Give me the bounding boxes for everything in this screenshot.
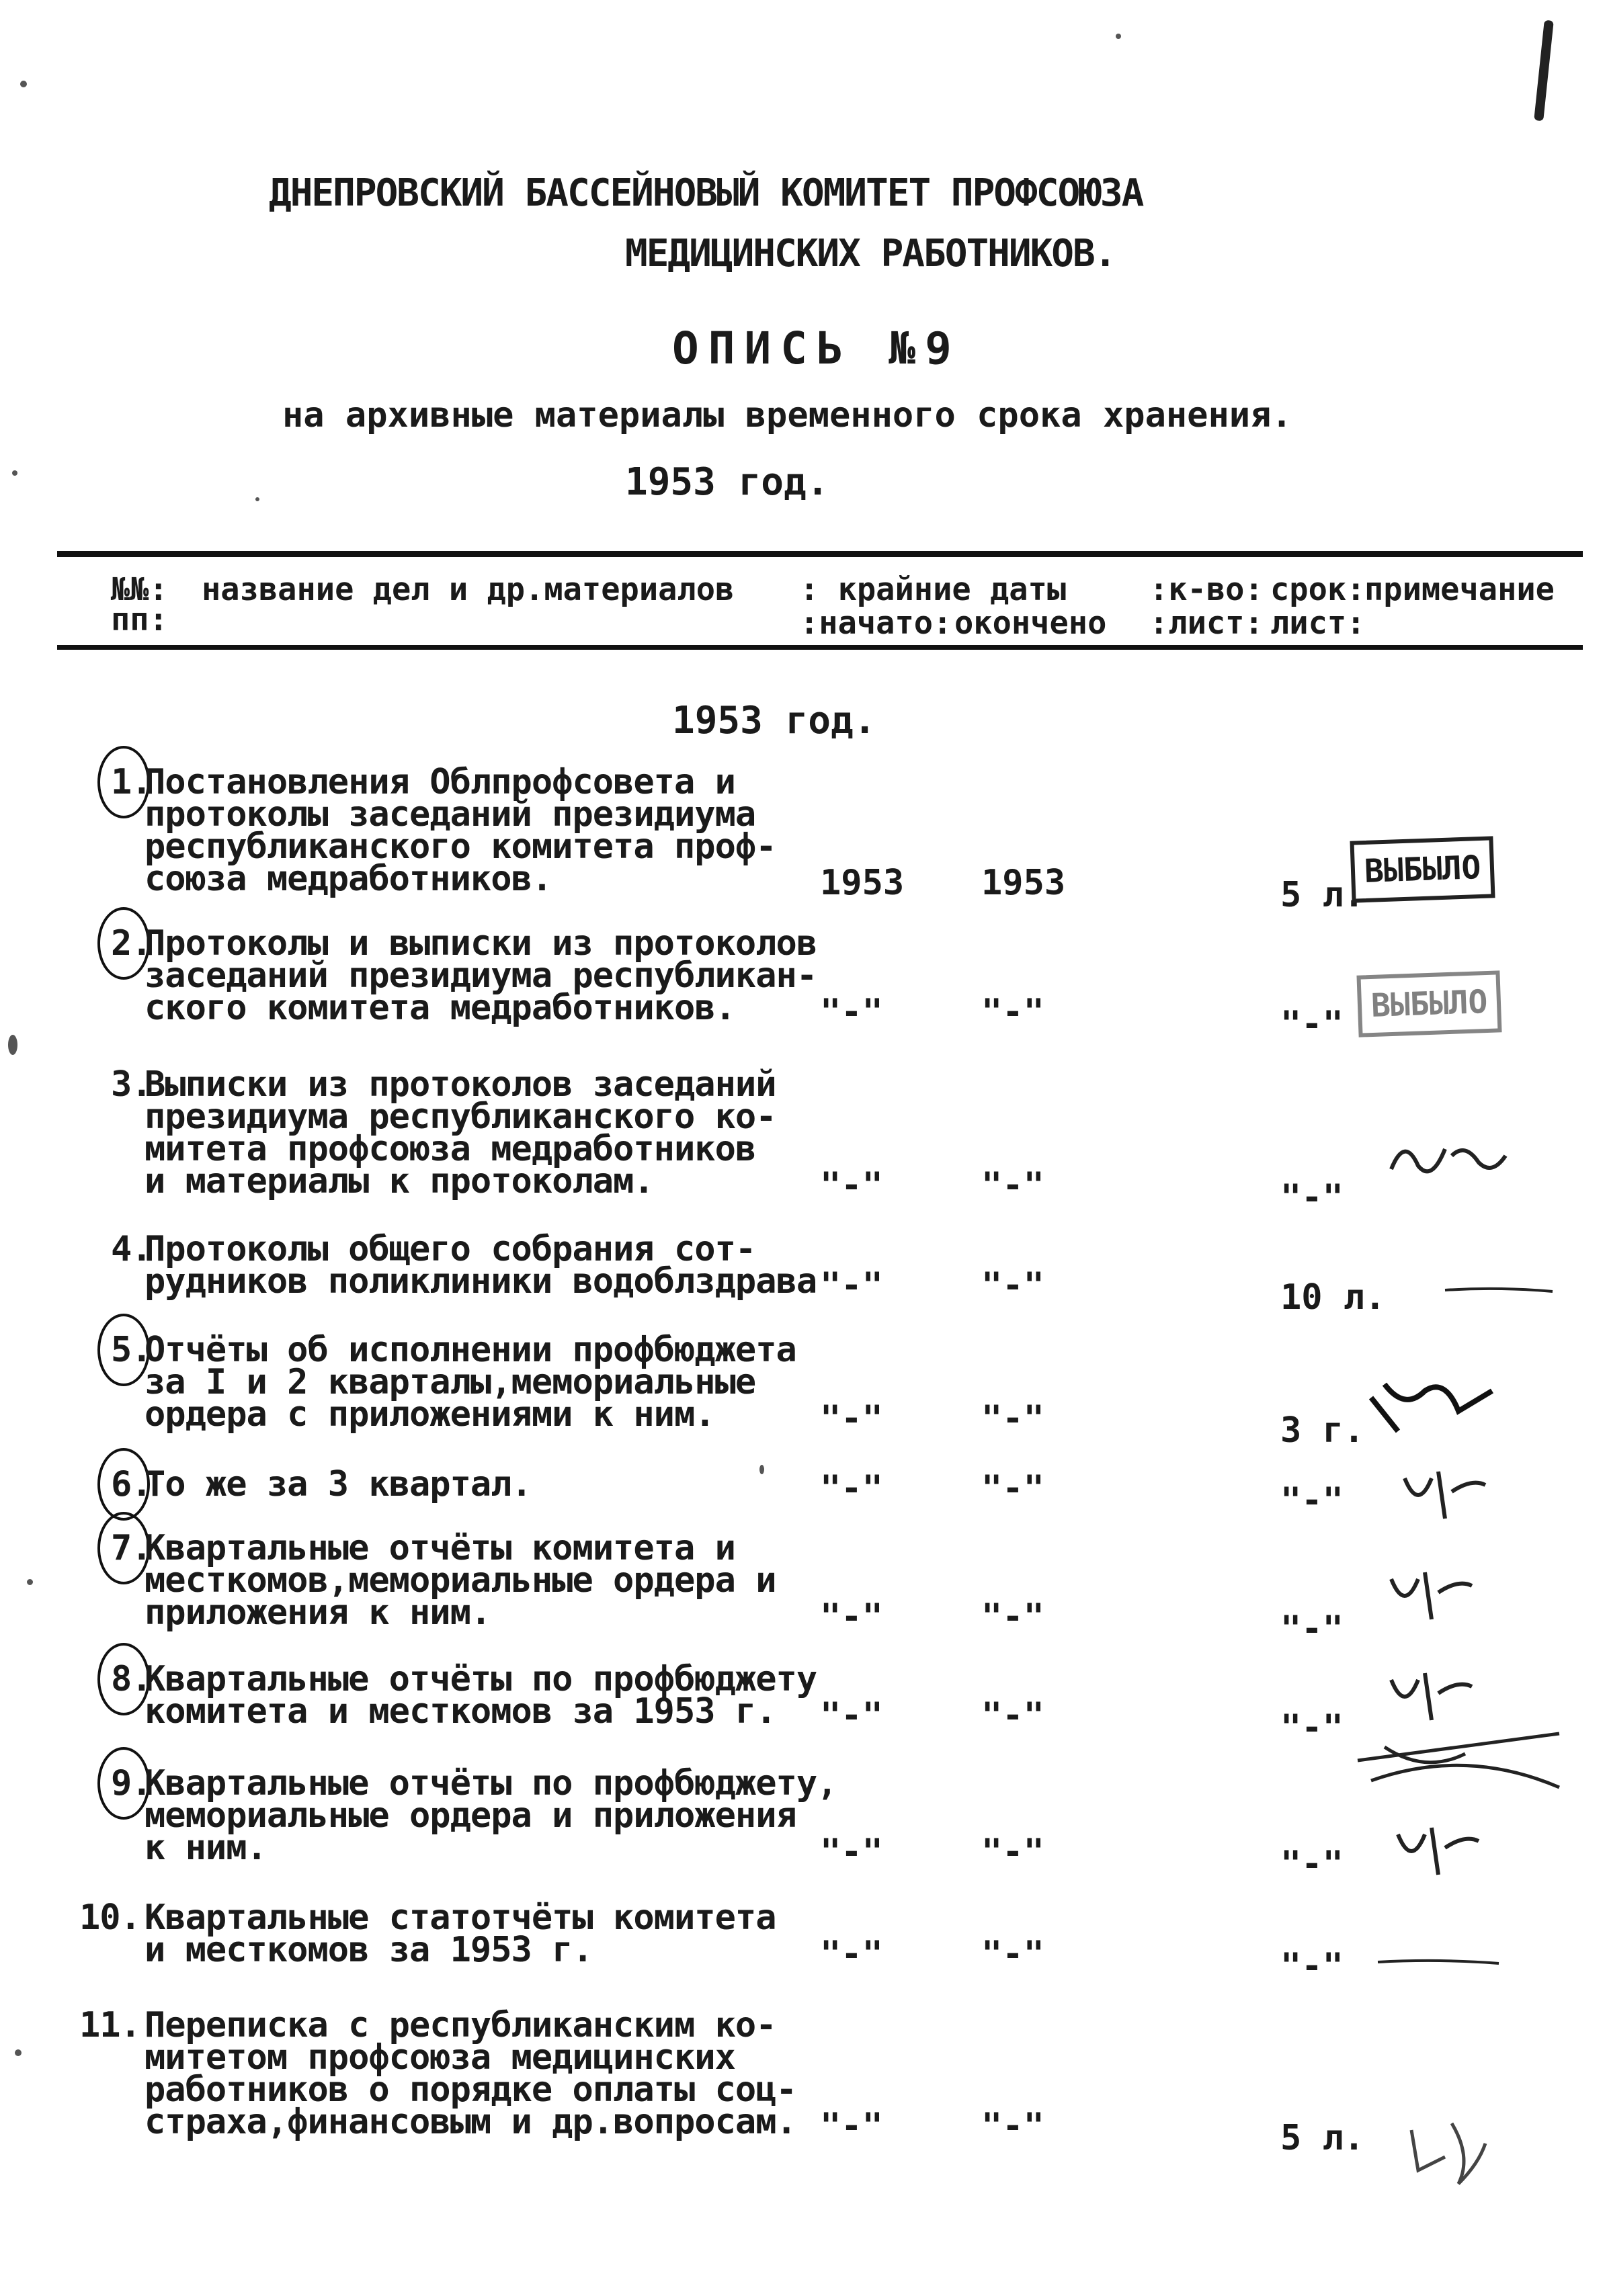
col-ended-header: окончено [954,605,1107,642]
entry-title-line: месткомов,мемориальные ордера и [145,1560,776,1601]
entry-number: 8. [111,1659,152,1699]
entry-end-date: "-" [981,1934,1044,1974]
entry-start-date: "-" [820,992,883,1032]
entry-sheet-count: 3 г. [1280,1410,1365,1451]
entry-title-line: митетом профсоюза медицинских [145,2037,735,2078]
entry-end-date: "-" [981,1597,1044,1637]
entry-end-date: "-" [981,1695,1044,1736]
entry-title-line: и месткомов за 1953 г. [145,1930,593,1970]
entry-sheet-count: "-" [1280,1177,1344,1218]
entry-number: 9. [111,1763,152,1803]
scan-speck [1116,34,1121,39]
entry-start-date: 1953 [820,863,905,903]
handwritten-mark [1398,1458,1492,1525]
entry-end-date: "-" [981,1468,1044,1508]
col-term-header: срок: [1270,571,1366,608]
document-subtitle: на архивные материалы временного срока хранения. [282,395,1292,435]
col-term-header-2: лист: [1270,605,1366,642]
entry-start-date: "-" [820,1165,883,1205]
entry-title-line: союза медработников. [145,859,552,899]
handwritten-mark [1385,1129,1519,1189]
scan-speck [8,1035,17,1055]
handwritten-dash [1371,1949,1506,1975]
entry-start-date: "-" [820,1265,883,1306]
entry-title-line: комитета и месткомов за 1953 г. [145,1691,776,1732]
entry-title-line: То же за 3 квартал. [145,1464,532,1504]
entry-number-circle [97,746,150,818]
entry-start-date: "-" [820,1832,883,1872]
entry-start-date: "-" [820,2106,883,2146]
document-title: ОПИСЬ №9 [672,323,961,374]
entry-number-circle [97,1643,150,1715]
entry-sheet-count: "-" [1280,1946,1344,1986]
entry-end-date: "-" [981,1832,1044,1872]
col-dates-header: : крайние даты [800,571,1067,608]
stamp-vybylo: ВЫБЫЛО [1356,970,1501,1037]
handwritten-mark [1398,2117,1492,2191]
entry-title-line: протоколы заседаний президиума [145,794,756,835]
entry-title-line: ордера с приложениями к ним. [145,1394,715,1435]
entry-title-line: Переписка с республиканским ко- [145,2005,776,2045]
entry-number-circle [97,907,150,980]
scan-speck [759,1465,764,1474]
entry-title-line: рудников поликлиники водоблздрава [145,1261,817,1302]
entry-sheet-count: "-" [1280,1480,1344,1521]
scan-speck [27,1579,33,1585]
entry-sheet-count: 5 л. [1280,875,1365,915]
entry-title-line: Квартальные отчёты комитета и [145,1528,735,1568]
entry-end-date: "-" [981,992,1044,1032]
entry-start-date: "-" [820,1468,883,1508]
organization-line-1: ДНЕПРОВСКИЙ БАССЕЙНОВЫЙ КОМИТЕТ ПРОФСОЮЗА [269,171,1143,215]
entry-title-line: Квартальные отчёты по профбюджету [145,1659,817,1699]
handwritten-mark [1385,1660,1479,1727]
entry-sheet-count: "-" [1280,1707,1344,1748]
entry-title-line: за I и 2 кварталы,мемориальные [145,1362,756,1402]
entry-sheet-count: "-" [1280,1609,1344,1649]
entry-title-line: заседаний президиума республикан- [145,955,817,996]
section-year: 1953 год. [672,699,876,742]
col-started-header: :начато: [800,605,952,642]
entry-title-line: приложения к ним. [145,1592,491,1633]
entry-number: 5. [111,1330,152,1370]
page-mark-handwritten [1534,20,1554,122]
entry-number-circle [97,1512,150,1584]
entry-number: 11. [79,2005,140,2045]
entry-number-circle [97,1314,150,1386]
organization-line-2: МЕДИЦИНСКИХ РАБОТНИКОВ. [625,232,1116,275]
entry-number: 1. [111,762,152,802]
entry-title-line: Квартальные отчёты по профбюджету, [145,1763,837,1803]
entry-sheet-count: "-" [1280,1844,1344,1884]
col-note-header: примечание [1364,571,1555,608]
entry-end-date: "-" [981,1165,1044,1205]
entry-sheet-count: "-" [1280,1004,1344,1044]
handwritten-mark [1385,1559,1479,1626]
entry-title-line: Квартальные статотчёты комитета [145,1898,776,1938]
entry-title-line: к ним. [145,1828,267,1868]
entry-title-line: ского комитета медработников. [145,988,735,1028]
col-name-header: название дел и др.материалов [202,571,735,608]
entry-start-date: "-" [820,1398,883,1439]
entry-sheet-count: 10 л. [1280,1277,1386,1318]
entry-start-date: "-" [820,1597,883,1637]
entry-title-line: мемориальные ордера и приложения [145,1795,796,1836]
col-sheets-header-2: :лист: [1149,605,1264,642]
entry-number: 7. [111,1528,152,1568]
entry-start-date: "-" [820,1934,883,1974]
entry-end-date: 1953 [981,863,1066,903]
entry-title-line: Отчёты об исполнении профбюджета [145,1330,796,1370]
entry-title-line: работников о порядке оплаты соц- [145,2070,796,2110]
handwritten-crossout [1344,1720,1573,1801]
entry-number-circle [97,1448,150,1521]
entry-title-line: Протоколы общего собрания сот- [145,1229,756,1269]
entry-end-date: "-" [981,2106,1044,2146]
scan-speck [15,2049,22,2056]
handwritten-mark [1358,1371,1506,1445]
table-top-rule [57,551,1583,557]
entry-title-line: республиканского комитета проф- [145,826,776,867]
entry-number-circle [97,1747,150,1820]
entry-number: 10. [79,1898,140,1938]
handwritten-dash [1438,1277,1559,1304]
entry-number: 6. [111,1464,152,1504]
entry-number: 3. [111,1064,152,1105]
col-number-line-1: №№: [111,571,168,608]
entry-title-line: Постановления Облпрофсовета и [145,762,735,802]
entry-end-date: "-" [981,1265,1044,1306]
table-header-rule [57,645,1583,650]
entry-end-date: "-" [981,1398,1044,1439]
entry-title-line: президиума республиканского ко- [145,1097,776,1137]
entry-number: 2. [111,923,152,964]
entry-title-line: и материалы к протоколам. [145,1161,654,1201]
entry-sheet-count: 5 л. [1280,2118,1365,2158]
entry-title-line: Выписки из протоколов заседаний [145,1064,776,1105]
document-year: 1953 год. [625,460,829,504]
stamp-vybylo: ВЫБЫЛО [1350,836,1495,902]
entry-title-line: страха,финансовым и др.вопросам. [145,2102,796,2142]
entry-start-date: "-" [820,1695,883,1736]
entry-number: 4. [111,1229,152,1269]
entry-title-line: Протоколы и выписки из протоколов [145,923,817,964]
col-number-line-2: пп: [111,601,168,638]
handwritten-mark [1391,1814,1485,1881]
scan-speck [20,81,27,87]
entry-title-line: митета профсоюза медработников [145,1129,756,1169]
col-sheets-header: :к-во: [1149,571,1264,608]
